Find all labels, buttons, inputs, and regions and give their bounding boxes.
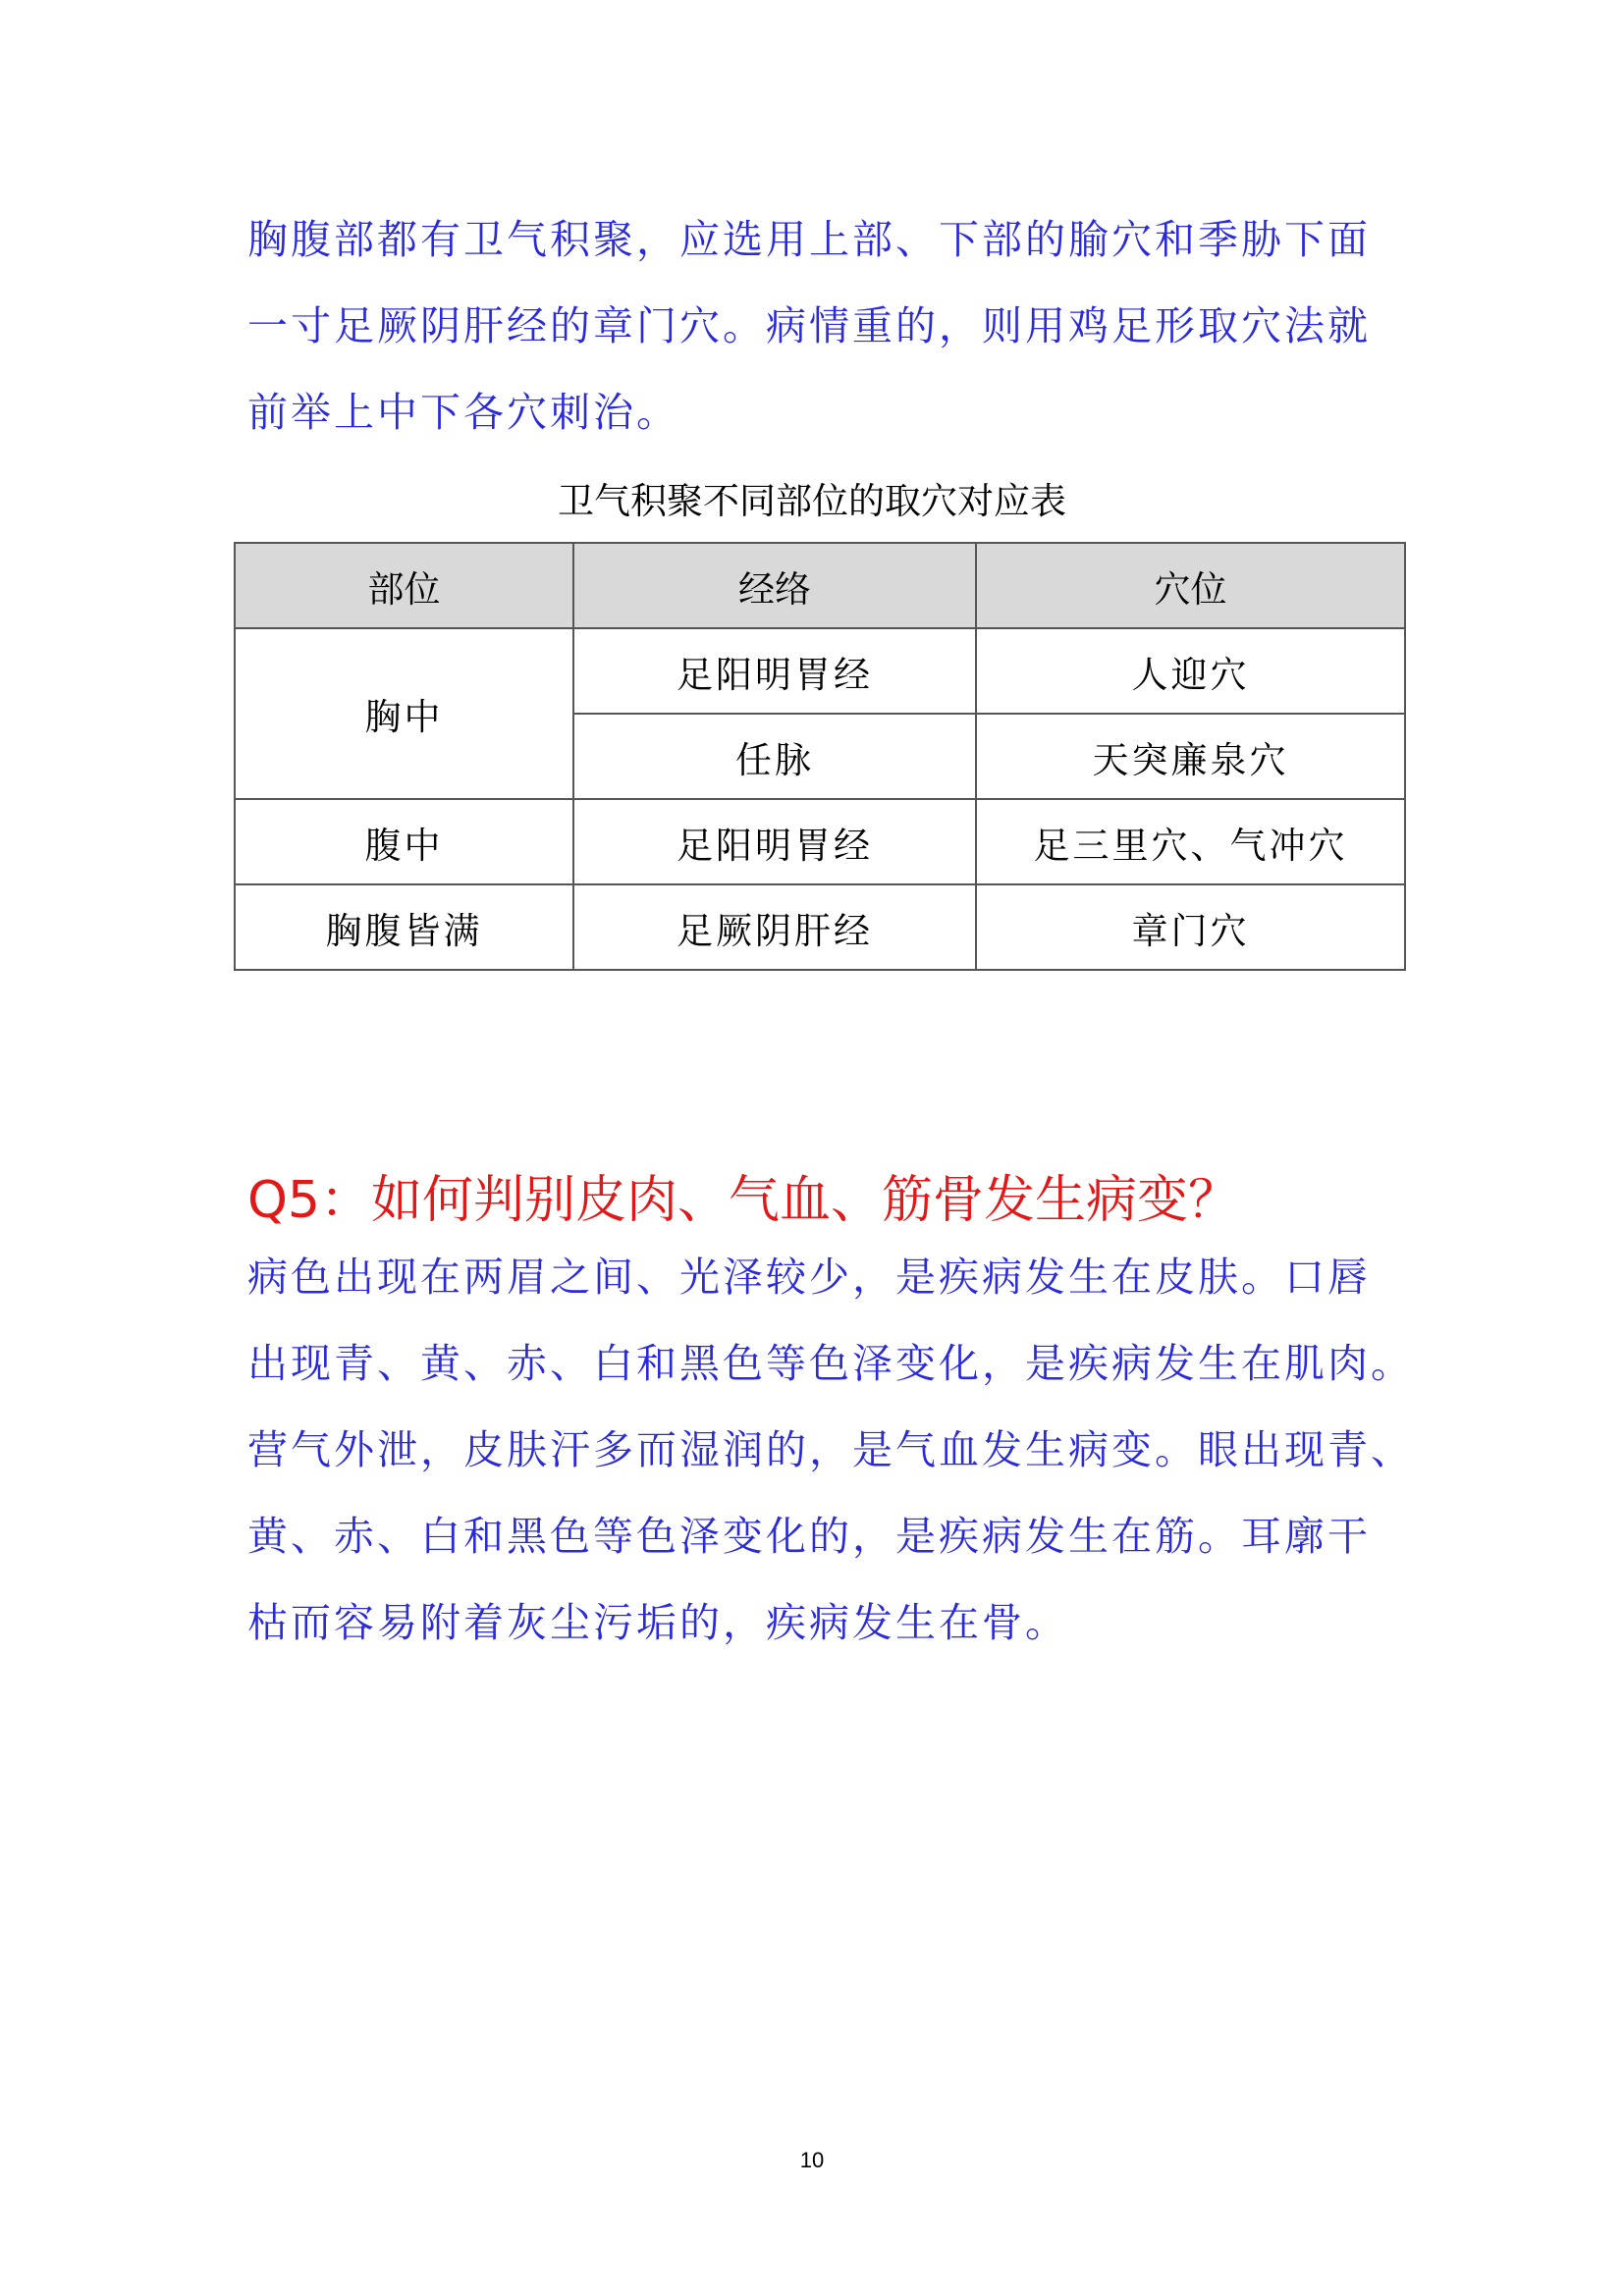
cell-point: 人迎穴: [976, 628, 1405, 714]
table-header-row: [235, 543, 1405, 628]
table-row: [235, 884, 1405, 970]
paragraph-line: 枯而容易附着灰尘污垢的，疾病发生在骨。: [247, 1599, 1068, 1646]
cell-meridian: 足阳明胃经: [573, 799, 976, 884]
table-caption: 卫气积聚不同部位的取穴对应表: [558, 480, 1066, 522]
table-row: [235, 799, 1405, 884]
intro-paragraph: [247, 196, 1386, 455]
header-part: 部位: [235, 543, 573, 628]
section-heading: Q5：如何判别皮肉、气血、筋骨发生病变？: [247, 1171, 1240, 1230]
cell-part: 胸中: [235, 628, 573, 799]
acupoint-table: [234, 542, 1406, 971]
cell-point: 足三里穴、气冲穴: [976, 799, 1405, 884]
section-paragraph: [247, 1234, 1414, 1666]
cell-meridian: 足厥阴肝经: [573, 884, 976, 970]
paragraph-line: 一寸足厥阴肝经的章门穴。病情重的，则用鸡足形取穴法就: [247, 302, 1371, 349]
header-point: 穴位: [976, 543, 1405, 628]
paragraph-line: 营气外泄，皮肤汗多而湿润的，是气血发生病变。眼出现青、: [247, 1426, 1414, 1473]
paragraph-line: 胸腹部都有卫气积聚，应选用上部、下部的腧穴和季胁下面: [247, 216, 1371, 263]
paragraph-line: 黄、赤、白和黑色等色泽变化的，是疾病发生在筋。耳廓干: [247, 1513, 1371, 1560]
cell-meridian: 任脉: [573, 714, 976, 799]
cell-point: 章门穴: [976, 884, 1405, 970]
paragraph-line: 病色出现在两眉之间、光泽较少，是疾病发生在皮肤。口唇: [247, 1254, 1371, 1301]
paragraph-line: 前举上中下各穴刺治。: [247, 389, 679, 436]
cell-part: 腹中: [235, 799, 573, 884]
header-meridian: 经络: [573, 543, 976, 628]
page-number: 10: [799, 2148, 825, 2172]
cell-part: 胸腹皆满: [235, 884, 573, 970]
cell-point: 天突廉泉穴: [976, 714, 1405, 799]
table-row: [235, 628, 1405, 714]
cell-meridian: 足阳明胃经: [573, 628, 976, 714]
paragraph-line: 出现青、黄、赤、白和黑色等色泽变化，是疾病发生在肌肉。: [247, 1340, 1414, 1387]
